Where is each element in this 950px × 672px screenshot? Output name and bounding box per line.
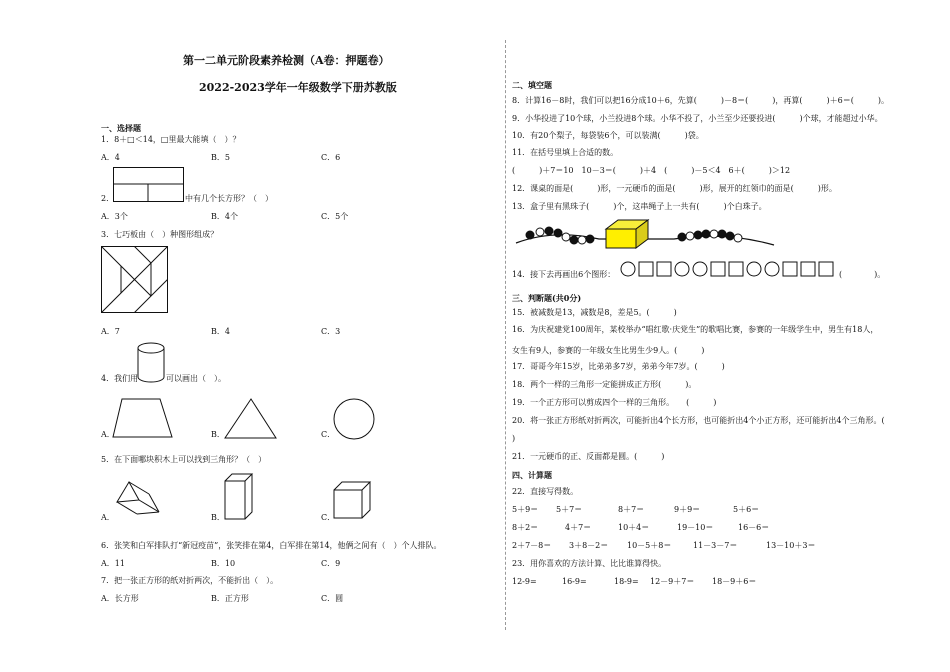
q3-option-a: A．7 bbox=[101, 327, 120, 336]
question-18: 18．两个一样的三角形一定能拼成正方形( )。 bbox=[512, 380, 697, 389]
calc-item: 18－9＋6＝ bbox=[712, 577, 757, 586]
q2-rectangles-figure bbox=[113, 167, 185, 203]
question-3: 3．七巧板由（ ）种图形组成？ bbox=[101, 230, 219, 239]
question-11-items: ( )＋7＝10 10－3＝( )＋4 ( )－5＜4 6＋( )＞12 bbox=[512, 166, 791, 175]
q1-option-c: C．6 bbox=[321, 153, 341, 162]
question-14-answer: ( )。 bbox=[839, 270, 886, 279]
question-20-line2: ) bbox=[512, 434, 516, 443]
question-14: 14．接下去再画出6个图形： bbox=[512, 270, 616, 279]
question-16-line1: 16．为庆祝建党100周年，某校举办“唱红歌·庆党生”的歌唱比赛，参赛的一年级学生中，男生有18人， bbox=[512, 325, 879, 334]
calc-item: 12-9= bbox=[512, 577, 537, 586]
tangram-figure bbox=[101, 246, 169, 314]
question-21: 21．一元硬币的正、反面都是圆。( ) bbox=[512, 452, 665, 461]
q4-option-b: B． bbox=[211, 430, 225, 439]
question-15: 15．被减数是13，减数是8，差是5。( ) bbox=[512, 308, 677, 317]
q5-option-c: C． bbox=[321, 513, 336, 522]
question-6: 6．张笑和白军排队打“新冠疫苗”，张笑排在第4，白军排在第14，他俩之间有（ ）个人排队。 bbox=[101, 541, 442, 550]
calc-item: 12－9＋7＝ bbox=[650, 577, 695, 586]
exam-subtitle: 2022-2023学年一年级数学下册苏教版 bbox=[199, 81, 397, 94]
q7-option-c: C．圆 bbox=[321, 594, 344, 603]
section-fill-blank: 二、填空题 bbox=[512, 80, 552, 90]
calc-item: 8＋2＝ bbox=[512, 523, 539, 532]
q4-option-a: A． bbox=[101, 430, 115, 439]
question-12: 12．课桌的面是( )形，一元硬币的面是( )形，展开的红领巾的面是( )形。 bbox=[512, 184, 837, 193]
trapezoid-shape bbox=[112, 398, 174, 438]
calc-item: 19－10＝ bbox=[677, 523, 714, 532]
question-2-number: 2． bbox=[101, 194, 115, 203]
question-16-line2: 女生有9人，参赛的一年级女生比男生少9人。( ) bbox=[512, 346, 705, 355]
question-5: 5．在下面哪块积木上可以找到三角形？（ ） bbox=[101, 455, 267, 464]
q6-option-a: A．11 bbox=[101, 559, 125, 568]
q6-option-c: C．9 bbox=[321, 559, 341, 568]
section-true-false: 三、判断题(共0分) bbox=[512, 293, 582, 303]
q5-option-b: B． bbox=[211, 513, 225, 522]
triangle-shape bbox=[224, 398, 278, 440]
question-4: 可以画出（ ）。 bbox=[166, 374, 226, 383]
bead-string-figure bbox=[514, 217, 776, 251]
cylinder-icon bbox=[136, 342, 166, 384]
q2-option-b: B．4个 bbox=[211, 212, 238, 221]
question-8: 8．计算16－8时，我们可以把16分成10＋6，先算( )－8＝( )，再算( )＋6＝( )。 bbox=[512, 96, 889, 105]
question-20-line1: 20．将一张正方形纸对折两次，可能折出4个长方形，也可能折出4个小正方形，还可能折出4个三角形。( bbox=[512, 416, 885, 425]
shape-pattern-figure bbox=[620, 261, 842, 277]
question-4-prefix: 4．我们用 bbox=[101, 374, 139, 383]
calc-item: 10－5＋8＝ bbox=[627, 541, 672, 550]
calc-item: 16－6＝ bbox=[738, 523, 770, 532]
triangular-prism-shape bbox=[115, 476, 161, 516]
question-2: 中有几个长方形？（ ） bbox=[185, 194, 273, 203]
question-1: 1．8＋□＜14，□里最大能填（ ）？ bbox=[101, 135, 241, 144]
question-7: 7．把一张正方形的纸对折两次，不能折出（ ）。 bbox=[101, 576, 279, 585]
calc-item: 5＋6＝ bbox=[733, 505, 760, 514]
q4-option-c: C． bbox=[321, 430, 336, 439]
question-11: 11．在括号里填上合适的数。 bbox=[512, 148, 619, 157]
q1-option-b: B．5 bbox=[211, 153, 230, 162]
column-divider bbox=[505, 40, 506, 630]
section-choice: 一、选择题 bbox=[101, 123, 141, 133]
question-13: 13．盒子里有黑珠子( )个，这串绳子上一共有( )个白珠子。 bbox=[512, 202, 767, 211]
q3-option-b: B．4 bbox=[211, 327, 230, 336]
question-23: 23．用你喜欢的方法计算、比比谁算得快。 bbox=[512, 559, 667, 568]
cuboid-shape bbox=[224, 473, 254, 521]
question-17: 17．哥哥今年15岁，比弟弟多7岁，弟弟今年7岁。( ) bbox=[512, 362, 725, 371]
question-19: 19．一个正方形可以剪成四个一样的三角形。 ( ) bbox=[512, 398, 717, 407]
question-10: 10．有20个梨子，每袋装6个，可以装满( )袋。 bbox=[512, 131, 704, 140]
calc-item: 2＋7－8＝ bbox=[512, 541, 552, 550]
calc-item: 18-9= bbox=[614, 577, 639, 586]
calc-item: 5＋9＝ bbox=[512, 505, 539, 514]
calc-item: 9＋9＝ bbox=[674, 505, 701, 514]
calc-item: 10＋4＝ bbox=[618, 523, 650, 532]
exam-title: 第一二单元阶段素养检测（A卷：押题卷） bbox=[183, 54, 390, 67]
q1-option-a: A．4 bbox=[101, 153, 120, 162]
calc-item: 8＋7＝ bbox=[618, 505, 645, 514]
question-22: 22．直接写得数。 bbox=[512, 487, 579, 496]
calc-item: 11－3－7＝ bbox=[693, 541, 738, 550]
q5-option-a: A． bbox=[101, 513, 115, 522]
cube-shape bbox=[333, 481, 373, 521]
calc-item: 16-9= bbox=[562, 577, 587, 586]
question-9: 9．小华投进了10个球，小兰投进8个球。小华不投了，小兰至少还要投进( )个球，才能超过小华。 bbox=[512, 114, 883, 123]
q7-option-b: B．正方形 bbox=[211, 594, 249, 603]
circle-shape bbox=[333, 398, 375, 440]
calc-item: 13－10＋3＝ bbox=[766, 541, 816, 550]
section-calculation: 四、计算题 bbox=[512, 470, 552, 480]
calc-item: 3＋8－2＝ bbox=[569, 541, 609, 550]
calc-item: 5＋7＝ bbox=[556, 505, 583, 514]
q3-option-c: C．3 bbox=[321, 327, 341, 336]
q6-option-b: B．10 bbox=[211, 559, 236, 568]
q2-option-a: A．3个 bbox=[101, 212, 128, 221]
q2-option-c: C．5个 bbox=[321, 212, 349, 221]
calc-item: 4＋7＝ bbox=[565, 523, 592, 532]
q7-option-a: A．长方形 bbox=[101, 594, 139, 603]
